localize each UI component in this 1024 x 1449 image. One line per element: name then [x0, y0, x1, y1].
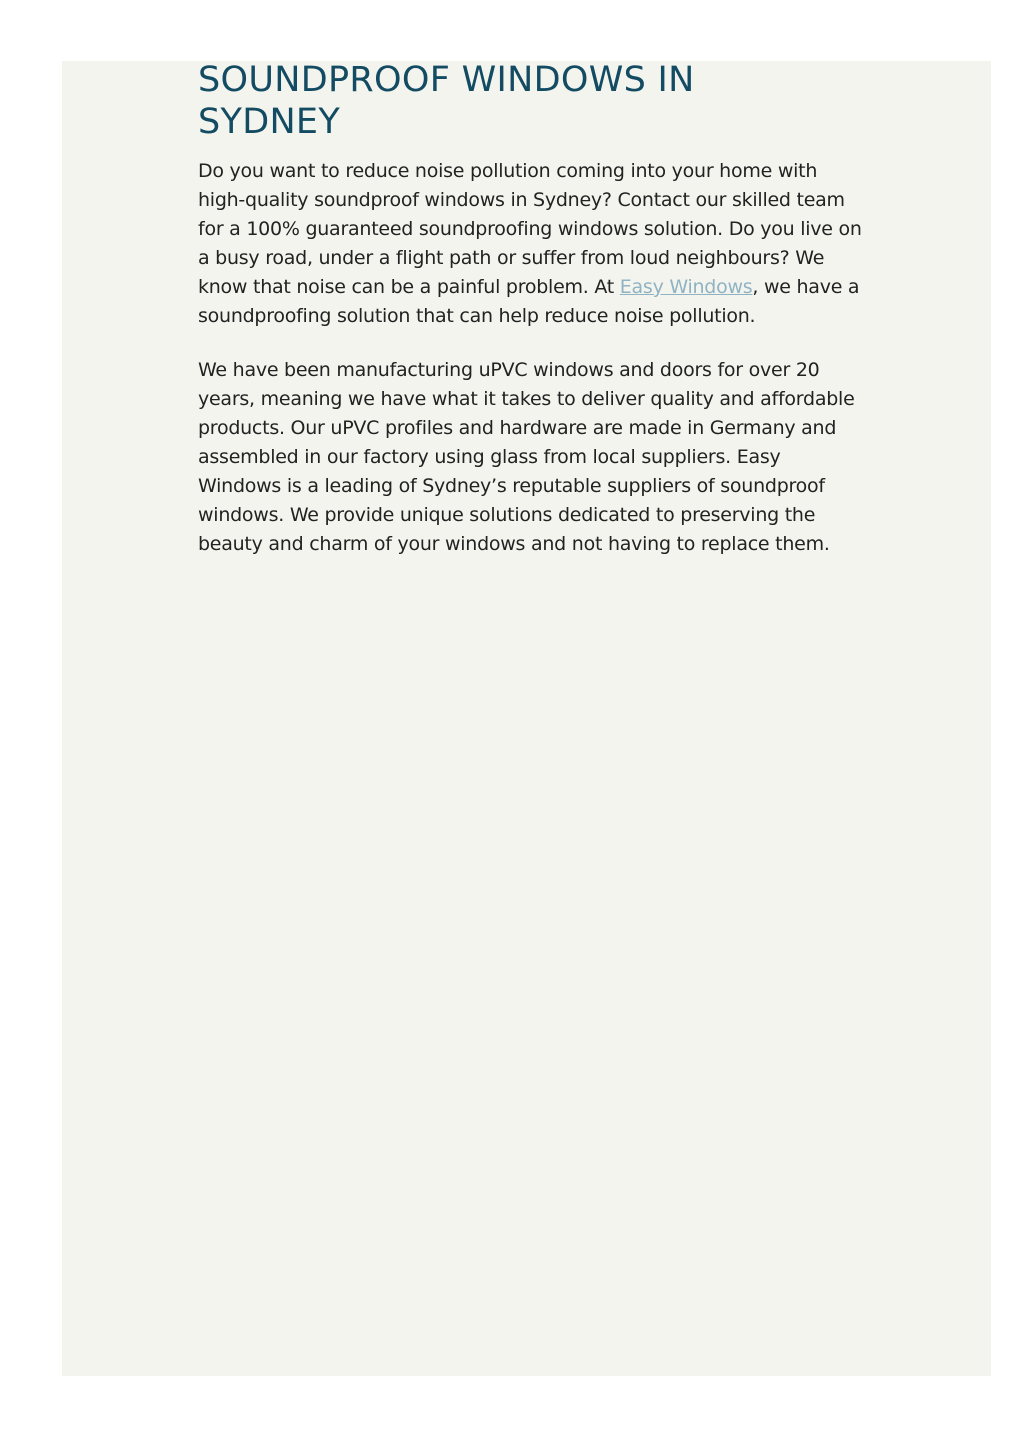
- intro-text-after-link: , we have a soundproofing solution that can help reduce noise pollution.: [198, 276, 860, 327]
- intro-paragraph: [198, 157, 862, 331]
- page-title: SOUNDPROOF WINDOWS IN SYDNEY: [198, 60, 695, 142]
- article: [198, 61, 862, 559]
- intro-text-before-link: Do you want to reduce noise pollution coming into your home with high-quality soundproof windows in Sydney? Contact our skilled team for a 100% guaranteed soundproofing windows solution. Do you live on a busy road, under a flight path or suffer from loud neighbours? We know that noise can be a painful problem. At: [198, 160, 862, 298]
- easy-windows-link[interactable]: Easy Windows: [619, 276, 753, 298]
- content-panel: [62, 61, 991, 1376]
- company-paragraph: We have been manufacturing uPVC windows and doors for over 20 years, meaning we have what it takes to deliver quality and affordable products. Our uPVC profiles and hardware are made in Germany and assembled in our factory using glass from local suppliers. Easy Windows is a leading of Sydney’s reputable suppliers of soundproof windows. We provide unique solutions dedicated to preserving the beauty and charm of your windows and not having to replace them.: [198, 359, 855, 555]
